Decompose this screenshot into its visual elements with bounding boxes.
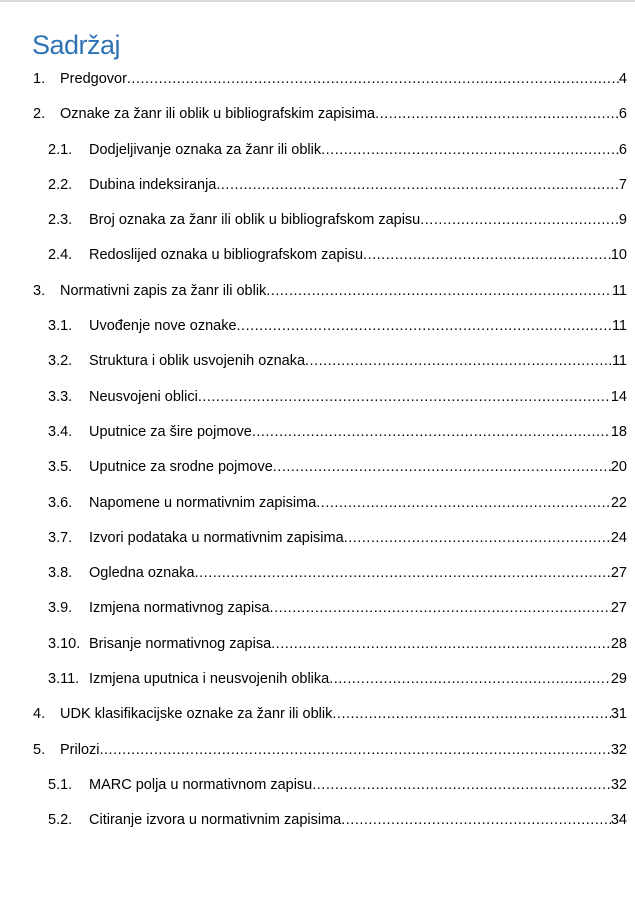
toc-dot-leader (420, 203, 619, 238)
toc-entry-page: 6 (619, 97, 627, 132)
toc-dot-leader (344, 521, 611, 556)
toc-dot-leader (127, 62, 619, 97)
toc-entry-page: 27 (611, 556, 627, 591)
toc-entry-number: 1. (33, 71, 46, 87)
toc-dot-leader (266, 274, 612, 309)
toc-entry-page: 11 (612, 274, 627, 309)
toc-entry[interactable] (0, 133, 635, 168)
toc-entry-page: 32 (611, 768, 627, 803)
toc-entry-page: 29 (611, 662, 627, 697)
toc-entry-page: 28 (611, 627, 627, 662)
toc-entry-page: 14 (611, 380, 627, 415)
toc-dot-leader (332, 697, 610, 732)
toc-entry-link[interactable] (89, 168, 627, 203)
toc-entry-page: 20 (611, 450, 627, 485)
toc-entry-link[interactable] (60, 62, 627, 97)
toc-entry-number: 3.11. (48, 671, 80, 688)
toc-entry-number: 2. (33, 106, 46, 123)
toc-entry-link[interactable] (89, 486, 627, 521)
toc-entry-page: 22 (611, 486, 627, 521)
toc-entry-link[interactable] (60, 697, 627, 732)
toc-entry-number: 4. (33, 706, 46, 723)
toc-entry-label: MARC polja u normativnom zapisu (89, 768, 312, 803)
toc-entry-label: Broj oznaka za žanr ili oblik u bibliografskom zapisu (89, 203, 420, 238)
toc-entry[interactable] (0, 450, 635, 485)
toc-entry-label: Uvođenje nove oznake (89, 309, 237, 344)
toc-dot-leader (341, 803, 611, 838)
toc-dot-leader (312, 768, 611, 803)
toc-entry-number: 2.2. (48, 176, 73, 193)
toc-entry-number: 5.1. (48, 776, 73, 793)
toc-entry[interactable] (0, 662, 635, 697)
toc-entry-label: Dodjeljivanje oznaka za žanr ili oblik (89, 133, 321, 168)
toc-entry-label: Citiranje izvora u normativnim zapisima (89, 803, 341, 838)
toc-entry-label: Struktura i oblik usvojenih oznaka (89, 344, 305, 379)
toc-dot-leader (316, 486, 611, 521)
toc-entry-page: 7 (619, 168, 627, 203)
toc-entry-link[interactable] (89, 380, 627, 415)
toc-entry-link[interactable] (60, 97, 627, 132)
toc-entry-link[interactable] (89, 133, 627, 168)
toc-entry[interactable] (0, 380, 635, 415)
toc-entry-link[interactable] (89, 521, 627, 556)
toc-entry[interactable] (0, 556, 635, 591)
toc-dot-leader (375, 97, 619, 132)
toc-entry[interactable] (0, 344, 635, 379)
toc-dot-leader (216, 168, 619, 203)
toc-entry[interactable] (0, 415, 635, 450)
toc-entry-number: 3.7. (48, 529, 73, 546)
toc-entry-link[interactable] (89, 238, 627, 273)
toc-entry-link[interactable] (89, 627, 627, 662)
toc-dot-leader (198, 380, 611, 415)
toc-dot-leader (273, 450, 611, 485)
toc-list (0, 62, 635, 839)
toc-entry-number: 5.2. (48, 812, 73, 829)
toc-dot-leader (99, 733, 610, 768)
toc-dot-leader (363, 238, 611, 273)
toc-entry-label: Uputnice za srodne pojmove (89, 450, 273, 485)
toc-entry-label: Izmjena uputnica i neusvojenih oblika (89, 662, 329, 697)
toc-entry[interactable] (0, 768, 635, 803)
toc-entry-page: 6 (619, 133, 627, 168)
toc-entry[interactable] (0, 168, 635, 203)
toc-entry[interactable] (0, 733, 635, 768)
toc-entry[interactable] (0, 521, 635, 556)
toc-entry-label: Uputnice za šire pojmove (89, 415, 252, 450)
toc-entry-page: 18 (611, 415, 627, 450)
toc-entry[interactable] (0, 309, 635, 344)
toc-dot-leader (305, 344, 612, 379)
toc-entry-link[interactable] (60, 733, 627, 768)
toc-dot-leader (329, 662, 611, 697)
toc-entry-link[interactable] (89, 203, 627, 238)
toc-entry-link[interactable] (89, 415, 627, 450)
toc-entry-link[interactable] (89, 662, 627, 697)
toc-entry-number: 3.10. (48, 635, 81, 652)
toc-entry-label: Predgovor (60, 62, 127, 97)
toc-entry[interactable] (0, 62, 635, 97)
toc-entry-number: 3.9. (48, 600, 73, 617)
toc-entry-number: 2.4. (48, 247, 73, 264)
toc-entry-page: 10 (611, 238, 627, 273)
toc-title: Sadržaj (32, 30, 121, 60)
toc-entry-number: 3.2. (48, 353, 73, 370)
page-top-border (0, 0, 635, 2)
toc-entry[interactable] (0, 803, 635, 838)
toc-entry-link[interactable] (89, 556, 627, 591)
toc-entry-page: 34 (611, 803, 627, 838)
toc-entry-page: 24 (611, 521, 627, 556)
toc-entry-link[interactable] (89, 803, 627, 838)
toc-entry-page: 32 (611, 733, 627, 768)
toc-entry[interactable] (0, 486, 635, 521)
toc-entry-number: 3.8. (48, 565, 73, 582)
toc-entry-label: Napomene u normativnim zapisima (89, 486, 316, 521)
toc-entry-label: Normativni zapis za žanr ili oblik (60, 274, 266, 309)
toc-entry-page: 4 (619, 62, 627, 97)
toc-entry-link[interactable] (60, 274, 627, 309)
toc-entry[interactable] (0, 97, 635, 132)
toc-entry[interactable] (0, 203, 635, 238)
toc-entry-number: 3.1. (48, 318, 73, 335)
toc-entry-label: Neusvojeni oblici (89, 380, 198, 415)
toc-entry-link[interactable] (89, 591, 627, 626)
toc-entry-number: 2.1. (48, 141, 73, 158)
toc-entry-label: Oznake za žanr ili oblik u bibliografskim zapisima (60, 97, 375, 132)
toc-entry-page: 31 (611, 697, 627, 732)
toc-entry-page: 27 (611, 591, 627, 626)
toc-entry-number: 3.4. (48, 423, 73, 440)
toc-entry[interactable] (0, 697, 635, 732)
toc-entry-link[interactable] (89, 344, 627, 379)
toc-entry-page: 9 (619, 203, 627, 238)
toc-entry[interactable] (0, 591, 635, 626)
toc-dot-leader (252, 415, 611, 450)
toc-dot-leader (270, 591, 611, 626)
toc-dot-leader (321, 133, 619, 168)
toc-entry-number: 5. (33, 741, 46, 758)
toc-dot-leader (237, 309, 612, 344)
toc-entry-label: Prilozi (60, 733, 99, 768)
toc-entry[interactable] (0, 627, 635, 662)
toc-dot-leader (195, 556, 611, 591)
toc-entry-label: Redoslijed oznaka u bibliografskom zapisu (89, 238, 363, 273)
toc-entry-page: 11 (612, 344, 627, 379)
toc-entry-number: 3.5. (48, 459, 73, 476)
toc-entry-label: Dubina indeksiranja (89, 168, 216, 203)
toc-entry-label: Ogledna oznaka (89, 556, 195, 591)
toc-entry-link[interactable] (89, 450, 627, 485)
toc-entry-number: 2.3. (48, 212, 73, 229)
toc-entry-number: 3.3. (48, 388, 73, 405)
toc-entry-number: 3. (33, 282, 46, 299)
toc-entry-label: Izmjena normativnog zapisa (89, 591, 270, 626)
toc-entry-link[interactable] (89, 768, 627, 803)
toc-entry[interactable] (0, 274, 635, 309)
toc-entry-label: Brisanje normativnog zapisa (89, 627, 271, 662)
toc-entry[interactable] (0, 238, 635, 273)
toc-entry-label: Izvori podataka u normativnim zapisima (89, 521, 344, 556)
toc-entry-label: UDK klasifikacijske oznake za žanr ili oblik (60, 697, 332, 732)
toc-entry-link[interactable] (89, 309, 627, 344)
toc-entry-number: 3.6. (48, 494, 73, 511)
toc-dot-leader (271, 627, 611, 662)
toc-entry-page: 11 (612, 309, 627, 344)
